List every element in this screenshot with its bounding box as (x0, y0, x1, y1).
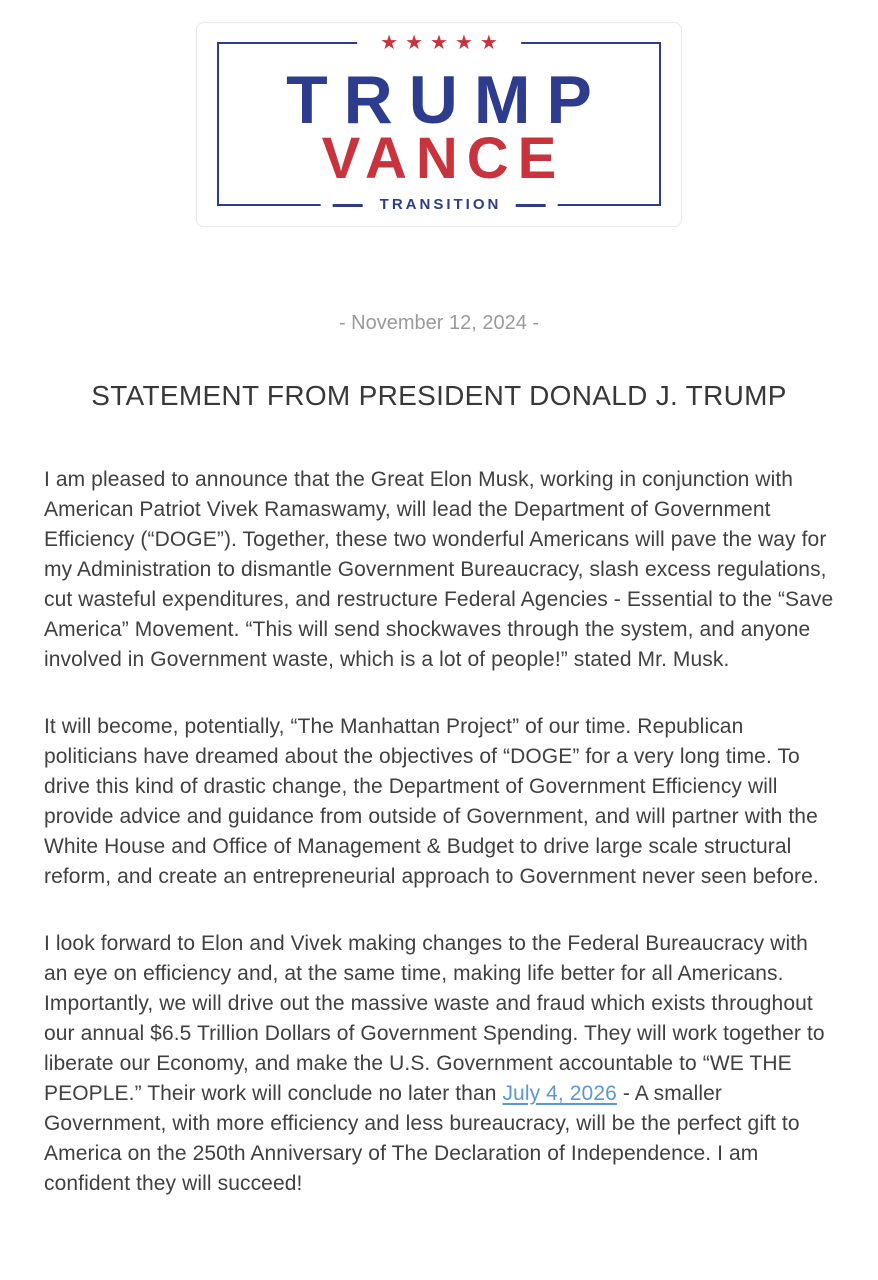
stars-icon: ★★★★★ (357, 30, 521, 56)
logo-transition-row (321, 195, 558, 215)
paragraph-3 (44, 929, 834, 1199)
july-4-2026-link[interactable]: July 4, 2026 (502, 1082, 617, 1105)
paragraph-1: I am pleased to announce that the Great Elon Musk, working in conjunction with American Patriot Vivek Ramaswamy, will lead the Department of Government Efficiency (“DOGE”). Together, these two wonderful Americans will pave the way for my Administration to dismantle Government Bureaucracy, slash excess regulations, cut wasteful expenditures, and restructure Federal Agencies - Essential to the “Save America” Movement. “This will send shockwaves through the system, and anyone involved in Government waste, which is a lot of people!” stated Mr. Musk. (44, 468, 834, 671)
paragraph-2: It will become, potentially, “The Manhattan Project” of our time. Republican politicians have dreamed about the objectives of “DOGE” for a very long time. To drive this kind of drastic change, the Department of Government Efficiency will provide advice and guidance from outside of Government, and will partner with the White House and Office of Management & Budget to drive large scale structural reform, and create an entrepreneurial approach to Government never seen before. (44, 715, 819, 888)
logo-frame (217, 32, 661, 213)
date-line: - November 12, 2024 - (338, 312, 540, 334)
paragraph-3-before-link: I look forward to Elon and Vivek making changes to the Federal Bureaucracy with an eye on efficiency and, at the same time, making life better for all Americans. Importantly, we will drive out the massive waste and fraud which exists throughout our annual $6.5 Trillion Dollars of Government Spending. They will work together to liberate our Economy, and make the U.S. Government accountable to “WE THE PEOPLE.” Their work will conclude no later than (44, 932, 825, 1105)
transition-dash-left-icon (333, 204, 363, 207)
statement-title: STATEMENT FROM PRESIDENT DONALD J. TRUMP (91, 380, 787, 411)
logo-trump-text: TRUMP (286, 62, 608, 138)
trump-vance-logo (196, 22, 682, 227)
paragraph-3-after-link: - A smaller Government, with more efficiency and less bureaucracy, will be the perfect gift to America on the 250th Anniversary of The Declaration of Independence. I am confident they will succeed! (44, 1082, 800, 1195)
logo-transition-text: TRANSITION (379, 196, 502, 213)
transition-dash-right-icon (515, 204, 545, 207)
statement-body (44, 465, 834, 1199)
logo-vance-text: VANCE (321, 126, 566, 191)
